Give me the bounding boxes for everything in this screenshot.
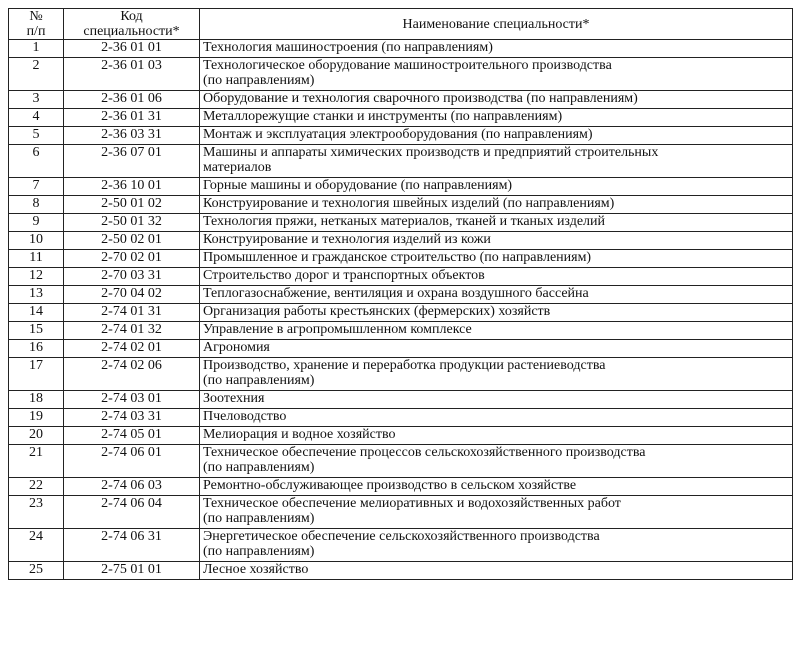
row-number: 3 [9, 91, 64, 109]
row-number: 4 [9, 109, 64, 127]
specialty-code: 2-74 02 06 [64, 358, 200, 391]
specialty-name-line: (по направлениям) [203, 511, 315, 526]
row-number: 18 [9, 391, 64, 409]
specialty-name [200, 478, 793, 496]
header-code-line2: специальности* [83, 24, 180, 39]
row-number: 22 [9, 478, 64, 496]
row-number: 20 [9, 427, 64, 445]
specialty-name [200, 304, 793, 322]
table-row [9, 91, 793, 109]
specialty-name-line: (по направлениям) [203, 73, 315, 88]
specialty-code: 2-74 06 01 [64, 445, 200, 478]
specialty-name [200, 358, 793, 391]
specialty-name [200, 268, 793, 286]
row-number: 13 [9, 286, 64, 304]
specialty-name-line: Технология машиностроения (по направлениям) [203, 40, 493, 55]
specialty-name-line: Технология пряжи, нетканых материалов, тканей и тканых изделий [203, 214, 606, 229]
specialty-name [200, 427, 793, 445]
header-num-line2: п/п [26, 24, 46, 39]
specialty-name-line: Техническое обеспечение процессов сельскохозяйственного производства [203, 445, 646, 460]
specialty-code: 2-70 03 31 [64, 268, 200, 286]
table-row [9, 427, 793, 445]
specialty-name-line: (по направлениям) [203, 373, 315, 388]
row-number: 10 [9, 232, 64, 250]
specialty-name [200, 286, 793, 304]
table-row [9, 391, 793, 409]
row-number: 8 [9, 196, 64, 214]
specialty-name [200, 232, 793, 250]
specialty-name-line: Теплогазоснабжение, вентиляция и охрана воздушного бассейна [203, 286, 589, 301]
specialty-code: 2-74 06 04 [64, 496, 200, 529]
specialty-name-line: Мелиорация и водное хозяйство [203, 427, 396, 442]
specialty-name-line: Монтаж и эксплуатация электрооборудования (по направлениям) [203, 127, 593, 142]
row-number: 14 [9, 304, 64, 322]
table-row [9, 214, 793, 232]
row-number: 12 [9, 268, 64, 286]
row-number: 2 [9, 58, 64, 91]
specialty-name [200, 40, 793, 58]
table-row [9, 445, 793, 478]
specialty-name-line: Лесное хозяйство [203, 562, 309, 577]
specialty-name [200, 145, 793, 178]
table-row [9, 562, 793, 580]
row-number: 1 [9, 40, 64, 58]
specialty-name-line: Конструирование и технология швейных изделий (по направлениям) [203, 196, 615, 211]
specialty-name-line: Ремонтно-обслуживающее производство в сельском хозяйстве [203, 478, 577, 493]
header-code-line1: Код [120, 9, 143, 24]
table-row [9, 322, 793, 340]
specialty-name [200, 109, 793, 127]
specialty-name-line: Организация работы крестьянских (фермерских) хозяйств [203, 304, 551, 319]
specialty-name [200, 91, 793, 109]
table-row [9, 478, 793, 496]
specialty-name [200, 322, 793, 340]
table-body [9, 40, 793, 580]
specialty-name-line: Техническое обеспечение мелиоративных и водохозяйственных работ [203, 496, 621, 511]
specialty-code: 2-74 03 01 [64, 391, 200, 409]
specialty-name [200, 58, 793, 91]
specialty-code: 2-74 01 31 [64, 304, 200, 322]
row-number: 5 [9, 127, 64, 145]
table-row [9, 127, 793, 145]
specialty-name-line: Зоотехния [203, 391, 265, 406]
specialty-code: 2-50 01 02 [64, 196, 200, 214]
table-row [9, 145, 793, 178]
table-row [9, 529, 793, 562]
table-row [9, 58, 793, 91]
specialties-table [8, 8, 793, 580]
header-name: Наименование специальности* [200, 9, 793, 40]
row-number: 21 [9, 445, 64, 478]
specialty-code: 2-50 02 01 [64, 232, 200, 250]
specialty-code: 2-36 03 31 [64, 127, 200, 145]
specialty-name [200, 127, 793, 145]
specialty-name-line: Производство, хранение и переработка продукции растениеводства [203, 358, 606, 373]
specialty-code: 2-36 01 01 [64, 40, 200, 58]
specialty-name-line: Управление в агропромышленном комплексе [203, 322, 472, 337]
table-row [9, 178, 793, 196]
specialty-code: 2-74 06 03 [64, 478, 200, 496]
row-number: 6 [9, 145, 64, 178]
specialty-name-line: Горные машины и оборудование (по направлениям) [203, 178, 513, 193]
specialty-name-line: Промышленное и гражданское строительство (по направлениям) [203, 250, 592, 265]
table-row [9, 196, 793, 214]
specialty-name [200, 340, 793, 358]
specialty-code: 2-74 01 32 [64, 322, 200, 340]
table-row [9, 109, 793, 127]
specialty-code: 2-74 02 01 [64, 340, 200, 358]
row-number: 24 [9, 529, 64, 562]
table-row [9, 358, 793, 391]
row-number: 11 [9, 250, 64, 268]
header-code [64, 9, 200, 40]
specialty-code: 2-36 01 06 [64, 91, 200, 109]
table-row [9, 286, 793, 304]
table-row [9, 40, 793, 58]
specialty-code: 2-50 01 32 [64, 214, 200, 232]
specialty-name-line: Агрономия [203, 340, 270, 355]
row-number: 19 [9, 409, 64, 427]
header-num-line1: № [29, 9, 43, 24]
specialty-name-line: Оборудование и технология сварочного производства (по направлениям) [203, 91, 638, 106]
specialty-code: 2-36 10 01 [64, 178, 200, 196]
specialty-code: 2-36 01 31 [64, 109, 200, 127]
specialty-code: 2-70 02 01 [64, 250, 200, 268]
row-number: 9 [9, 214, 64, 232]
table-row [9, 409, 793, 427]
specialty-name-line: Машины и аппараты химических производств и предприятий строительных [203, 145, 659, 160]
row-number: 23 [9, 496, 64, 529]
specialty-name [200, 409, 793, 427]
table-header-row [9, 9, 793, 40]
specialty-code: 2-75 01 01 [64, 562, 200, 580]
specialty-code: 2-74 03 31 [64, 409, 200, 427]
specialty-name-line: (по направлениям) [203, 544, 315, 559]
specialty-name [200, 214, 793, 232]
specialty-name [200, 178, 793, 196]
row-number: 25 [9, 562, 64, 580]
specialty-name [200, 529, 793, 562]
specialty-name [200, 445, 793, 478]
table-row [9, 340, 793, 358]
specialty-code: 2-74 05 01 [64, 427, 200, 445]
row-number: 16 [9, 340, 64, 358]
row-number: 17 [9, 358, 64, 391]
table-row [9, 250, 793, 268]
specialty-code: 2-70 04 02 [64, 286, 200, 304]
specialty-code: 2-74 06 31 [64, 529, 200, 562]
specialty-name-line: Металлорежущие станки и инструменты (по направлениям) [203, 109, 563, 124]
specialty-name [200, 562, 793, 580]
specialty-name [200, 250, 793, 268]
row-number: 15 [9, 322, 64, 340]
specialty-name [200, 196, 793, 214]
specialty-name-line: (по направлениям) [203, 460, 315, 475]
table-row [9, 496, 793, 529]
row-number: 7 [9, 178, 64, 196]
specialty-name-line: Пчеловодство [203, 409, 287, 424]
specialty-name-line: Энергетическое обеспечение сельскохозяйственного производства [203, 529, 600, 544]
table-row [9, 268, 793, 286]
table-row [9, 232, 793, 250]
table-row [9, 304, 793, 322]
specialty-name [200, 496, 793, 529]
specialty-code: 2-36 01 03 [64, 58, 200, 91]
specialty-name [200, 391, 793, 409]
specialty-name-line: Конструирование и технология изделий из кожи [203, 232, 491, 247]
specialty-code: 2-36 07 01 [64, 145, 200, 178]
specialty-name-line: материалов [203, 160, 272, 175]
specialty-name-line: Технологическое оборудование машиностроительного производства [203, 58, 612, 73]
specialty-name-line: Строительство дорог и транспортных объектов [203, 268, 485, 283]
header-num [9, 9, 64, 40]
